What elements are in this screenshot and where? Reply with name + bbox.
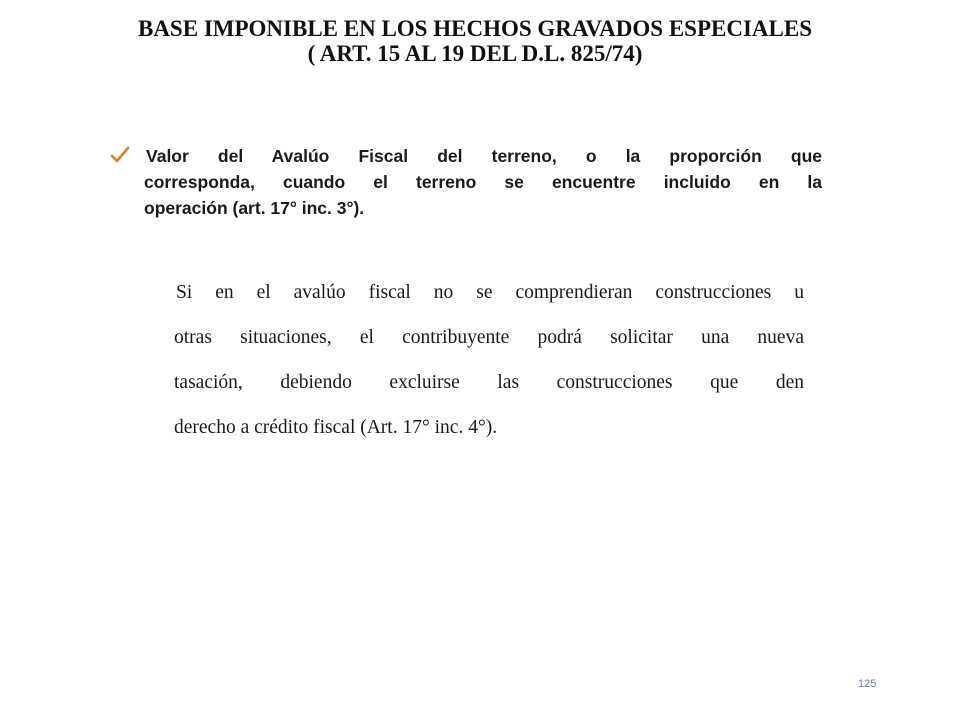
slide-title-line-2: ( ART. 15 AL 19 DEL D.L. 825/74) (307, 41, 643, 66)
slide-title (60, 16, 890, 66)
bullet-line: operación (art. 17° inc. 3°). (144, 198, 365, 218)
bullet-line: corresponda, cuando el terreno se encuentre incluido en la (144, 172, 822, 192)
paragraph-line: derecho a crédito fiscal (Art. 17° inc. 4°). (174, 417, 498, 438)
slide-title-line-1: BASE IMPONIBLE EN LOS HECHOS GRAVADOS ESPECIALES (137, 16, 812, 41)
paragraph-line: tasación, debiendo excluirse las construcciones que den (174, 372, 804, 393)
body-paragraph (174, 278, 804, 458)
page-number: 125 (858, 678, 877, 690)
bullet-line: Valor del Avalúo Fiscal del terreno, o la proporción que (146, 146, 822, 166)
bullet-item (110, 143, 822, 221)
paragraph-line: Si en el avalúo fiscal no se comprendieran construcciones u (176, 282, 804, 303)
bullet-text (144, 143, 822, 221)
paragraph-line: otras situaciones, el contribuyente podrá solicitar una nueva (174, 327, 804, 348)
checkmark-icon (110, 145, 130, 165)
